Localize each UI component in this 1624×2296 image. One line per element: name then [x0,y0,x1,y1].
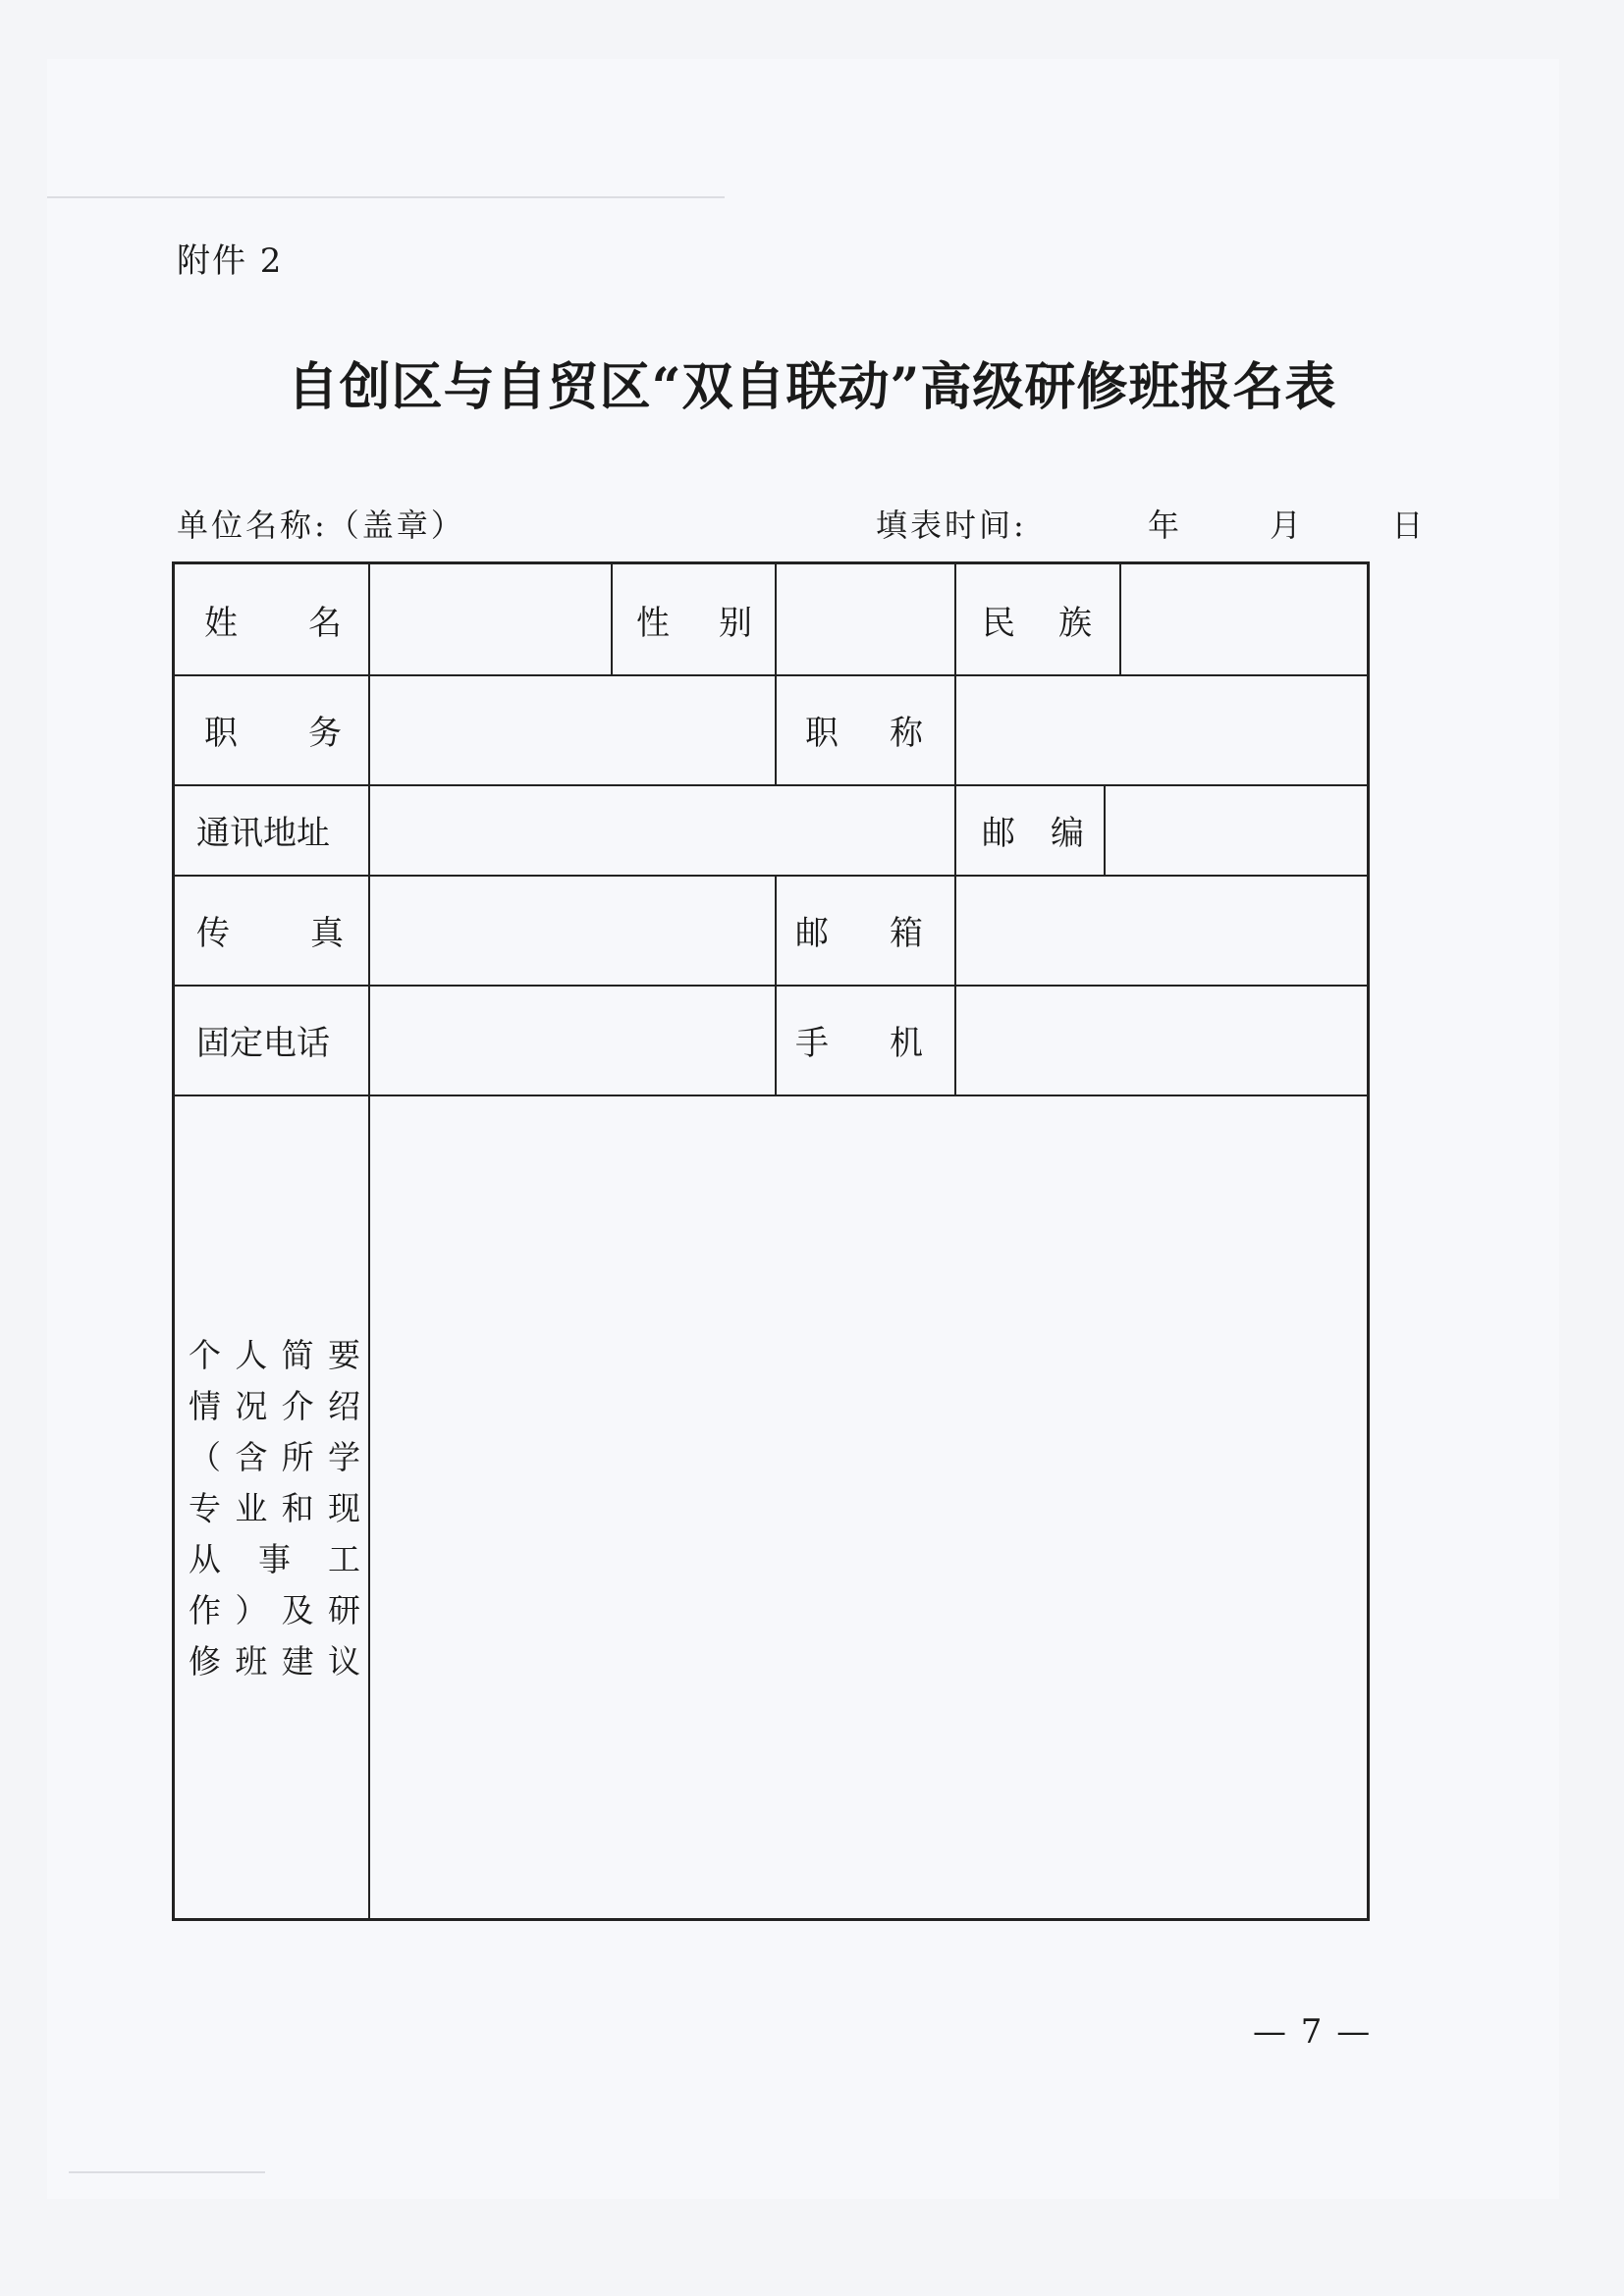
bio-line-3: （ 含 所 学 [189,1438,360,1476]
phone-field[interactable] [370,985,775,1095]
registration-form-table [172,561,1370,1921]
attachment-label: 附件 2 [177,241,284,281]
bio-line-6: 作 ） 及 研 [189,1591,360,1629]
label-bio [189,1330,360,1687]
ethnicity-field[interactable] [1121,564,1367,674]
postcode-field[interactable] [1106,784,1367,875]
fill-time-row [876,501,1426,546]
page-number: — 7 — [1253,2012,1373,2052]
bio-line-2: 情 况 介 绍 [189,1387,360,1425]
day-label: 日 [1391,507,1427,544]
label-position: 职 务 [204,713,342,753]
bio-line-1: 个 人 简 要 [189,1336,360,1374]
professional-title-field[interactable] [956,674,1367,784]
scan-artifact-line [69,2171,265,2173]
scan-artifact-line [47,196,725,198]
label-title: 职 称 [805,713,923,753]
mobile-field[interactable] [956,985,1367,1095]
email-field[interactable] [956,875,1367,985]
unit-name-label: 单位名称:（盖章） [177,507,465,544]
label-postcode: 邮 编 [982,813,1084,853]
fill-time-label: 填表时间: [876,507,1027,544]
page-title: 自创区与自贸区“双自联动”高级研修班报名表 [287,357,1337,417]
name-field[interactable] [370,564,611,674]
label-address: 通讯地址 [196,813,330,853]
bio-line-5: 从 事 工 [189,1540,360,1578]
label-fax: 传 真 [196,913,344,953]
fax-field[interactable] [370,875,775,985]
gender-field[interactable] [777,564,954,674]
year-label: 年 [1147,507,1182,544]
label-ethnicity: 民 族 [982,603,1092,643]
label-gender: 性 别 [636,603,752,643]
address-field[interactable] [370,784,954,875]
label-email: 邮 箱 [795,913,923,953]
bio-line-4: 专 业 和 现 [189,1489,360,1527]
bio-line-7: 修 班 建 议 [189,1642,360,1681]
month-label: 月 [1270,507,1305,544]
label-name: 姓 名 [204,603,342,643]
label-phone: 固定电话 [196,1023,330,1063]
bio-field[interactable] [370,1096,1367,1918]
position-field[interactable] [370,674,775,784]
label-mobile: 手 机 [795,1023,923,1063]
